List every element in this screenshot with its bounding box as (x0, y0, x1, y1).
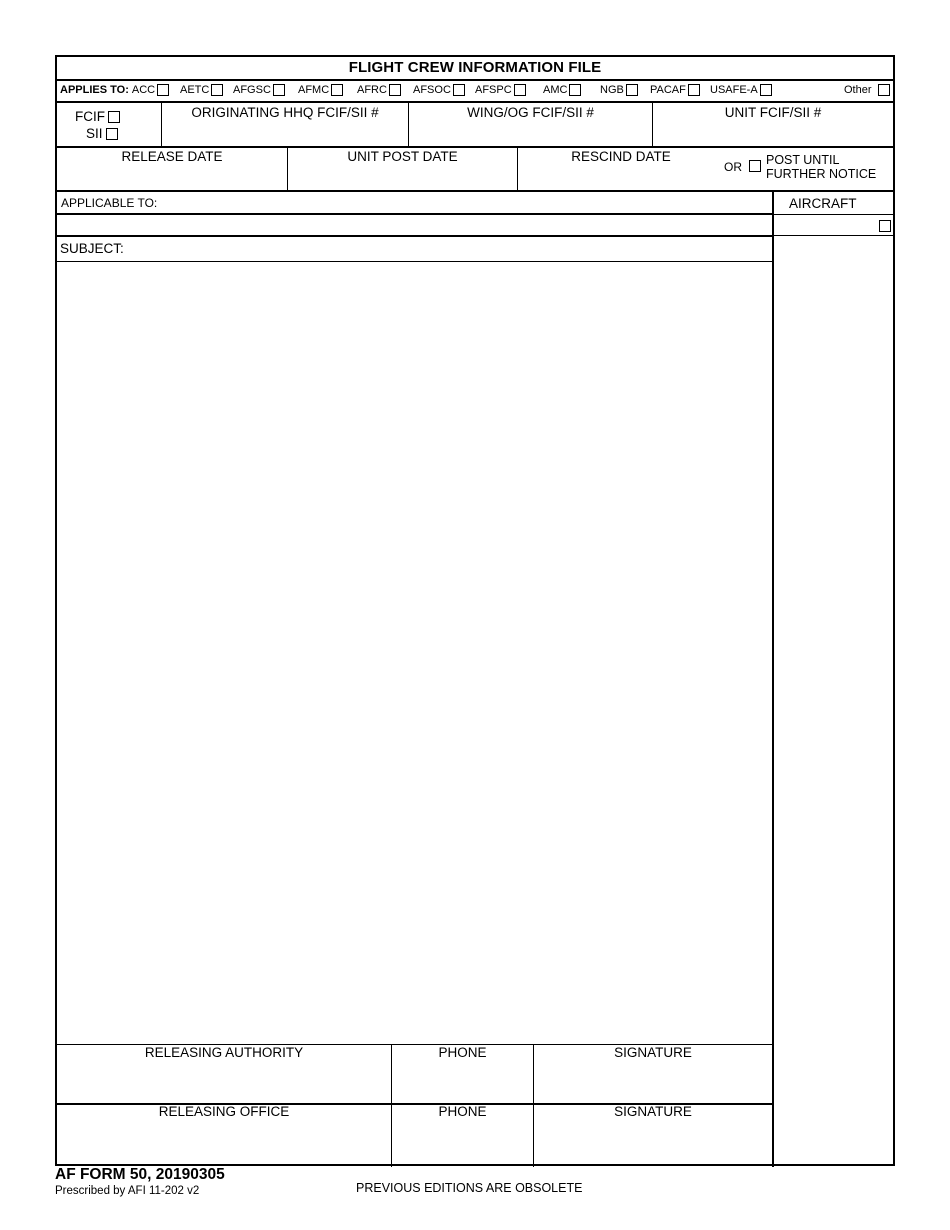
release-date-label: RELEASE DATE (121, 149, 223, 164)
divider (57, 190, 893, 192)
command-pacaf: PACAF (650, 84, 686, 96)
fcif-checkbox[interactable] (108, 111, 120, 123)
divider (57, 146, 893, 148)
pacaf-checkbox[interactable] (688, 84, 700, 96)
afsoc-checkbox[interactable] (453, 84, 465, 96)
authority-phone-input[interactable] (393, 1063, 532, 1103)
applicable-to-label: APPLICABLE TO: (61, 196, 158, 210)
releasing-authority-label: RELEASING AUTHORITY (144, 1045, 304, 1060)
afrc-checkbox[interactable] (389, 84, 401, 96)
unit-post-date-label: UNIT POST DATE (347, 149, 458, 164)
prescribed-by: Prescribed by AFI 11-202 v2 (55, 1185, 200, 1197)
fcif-form (55, 55, 895, 1166)
command-afmc: AFMC (298, 84, 330, 96)
releasing-office-label: RELEASING OFFICE (158, 1104, 290, 1119)
other-checkbox[interactable] (878, 84, 890, 96)
command-ngb: NGB (600, 84, 624, 96)
form-code: AF FORM 50, 20190305 (55, 1166, 225, 1183)
other-label: Other (844, 84, 872, 96)
fcif-label: FCIF (75, 109, 105, 124)
applies-to-label: APPLIES TO: (60, 84, 129, 96)
originating-hhq-label: ORIGINATING HHQ FCIF/SII # (191, 105, 379, 120)
command-afgsc: AFGSC (233, 84, 271, 96)
or-label: OR (724, 160, 742, 174)
command-amc: AMC (543, 84, 568, 96)
rescind-date-label: RESCIND DATE (571, 149, 671, 164)
amc-checkbox[interactable] (569, 84, 581, 96)
further-notice-label: FURTHER NOTICE (766, 167, 877, 181)
usafe-a-checkbox[interactable] (760, 84, 772, 96)
divider (57, 235, 772, 237)
authority-signature-label: SIGNATURE (614, 1045, 692, 1060)
obsolete-notice: PREVIOUS EDITIONS ARE OBSOLETE (356, 1181, 583, 1195)
applies-to-row (57, 81, 893, 102)
office-phone-input[interactable] (393, 1122, 532, 1166)
divider (773, 235, 893, 236)
unit-fcif-label: UNIT FCIF/SII # (724, 105, 822, 120)
subject-body-textarea[interactable] (58, 263, 771, 1043)
command-acc: ACC (131, 84, 156, 96)
aircraft-column-divider (772, 191, 774, 1167)
command-usafe-a: USAFE-A (710, 84, 758, 96)
applicable-to-input[interactable] (58, 215, 771, 234)
aircraft-label: AIRCRAFT (789, 196, 857, 211)
acc-checkbox[interactable] (157, 84, 169, 96)
subject-label: SUBJECT: (60, 241, 124, 256)
office-signature-field[interactable] (535, 1122, 771, 1166)
office-signature-label: SIGNATURE (614, 1104, 692, 1119)
sii-checkbox[interactable] (106, 128, 118, 140)
divider (773, 214, 893, 215)
afgsc-checkbox[interactable] (273, 84, 285, 96)
sii-label: SII (86, 126, 103, 141)
releasing-office-input[interactable] (58, 1122, 390, 1166)
authority-signature-field[interactable] (535, 1063, 771, 1103)
afspc-checkbox[interactable] (514, 84, 526, 96)
command-aetc: AETC (180, 84, 210, 96)
releasing-authority-input[interactable] (58, 1063, 390, 1103)
wing-og-label: WING/OG FCIF/SII # (467, 105, 594, 120)
command-afrc: AFRC (357, 84, 387, 96)
aircraft-checkbox[interactable] (879, 220, 891, 232)
command-afspc: AFSPC (475, 84, 512, 96)
ngb-checkbox[interactable] (626, 84, 638, 96)
divider (57, 101, 893, 103)
divider (57, 261, 772, 262)
post-until-checkbox[interactable] (749, 160, 761, 172)
post-until-label: POST UNTIL (766, 153, 840, 167)
aetc-checkbox[interactable] (211, 84, 223, 96)
afmc-checkbox[interactable] (331, 84, 343, 96)
authority-phone-label: PHONE (438, 1045, 487, 1060)
command-afsoc: AFSOC (413, 84, 451, 96)
form-title: FLIGHT CREW INFORMATION FILE (348, 59, 602, 76)
office-phone-label: PHONE (438, 1104, 487, 1119)
